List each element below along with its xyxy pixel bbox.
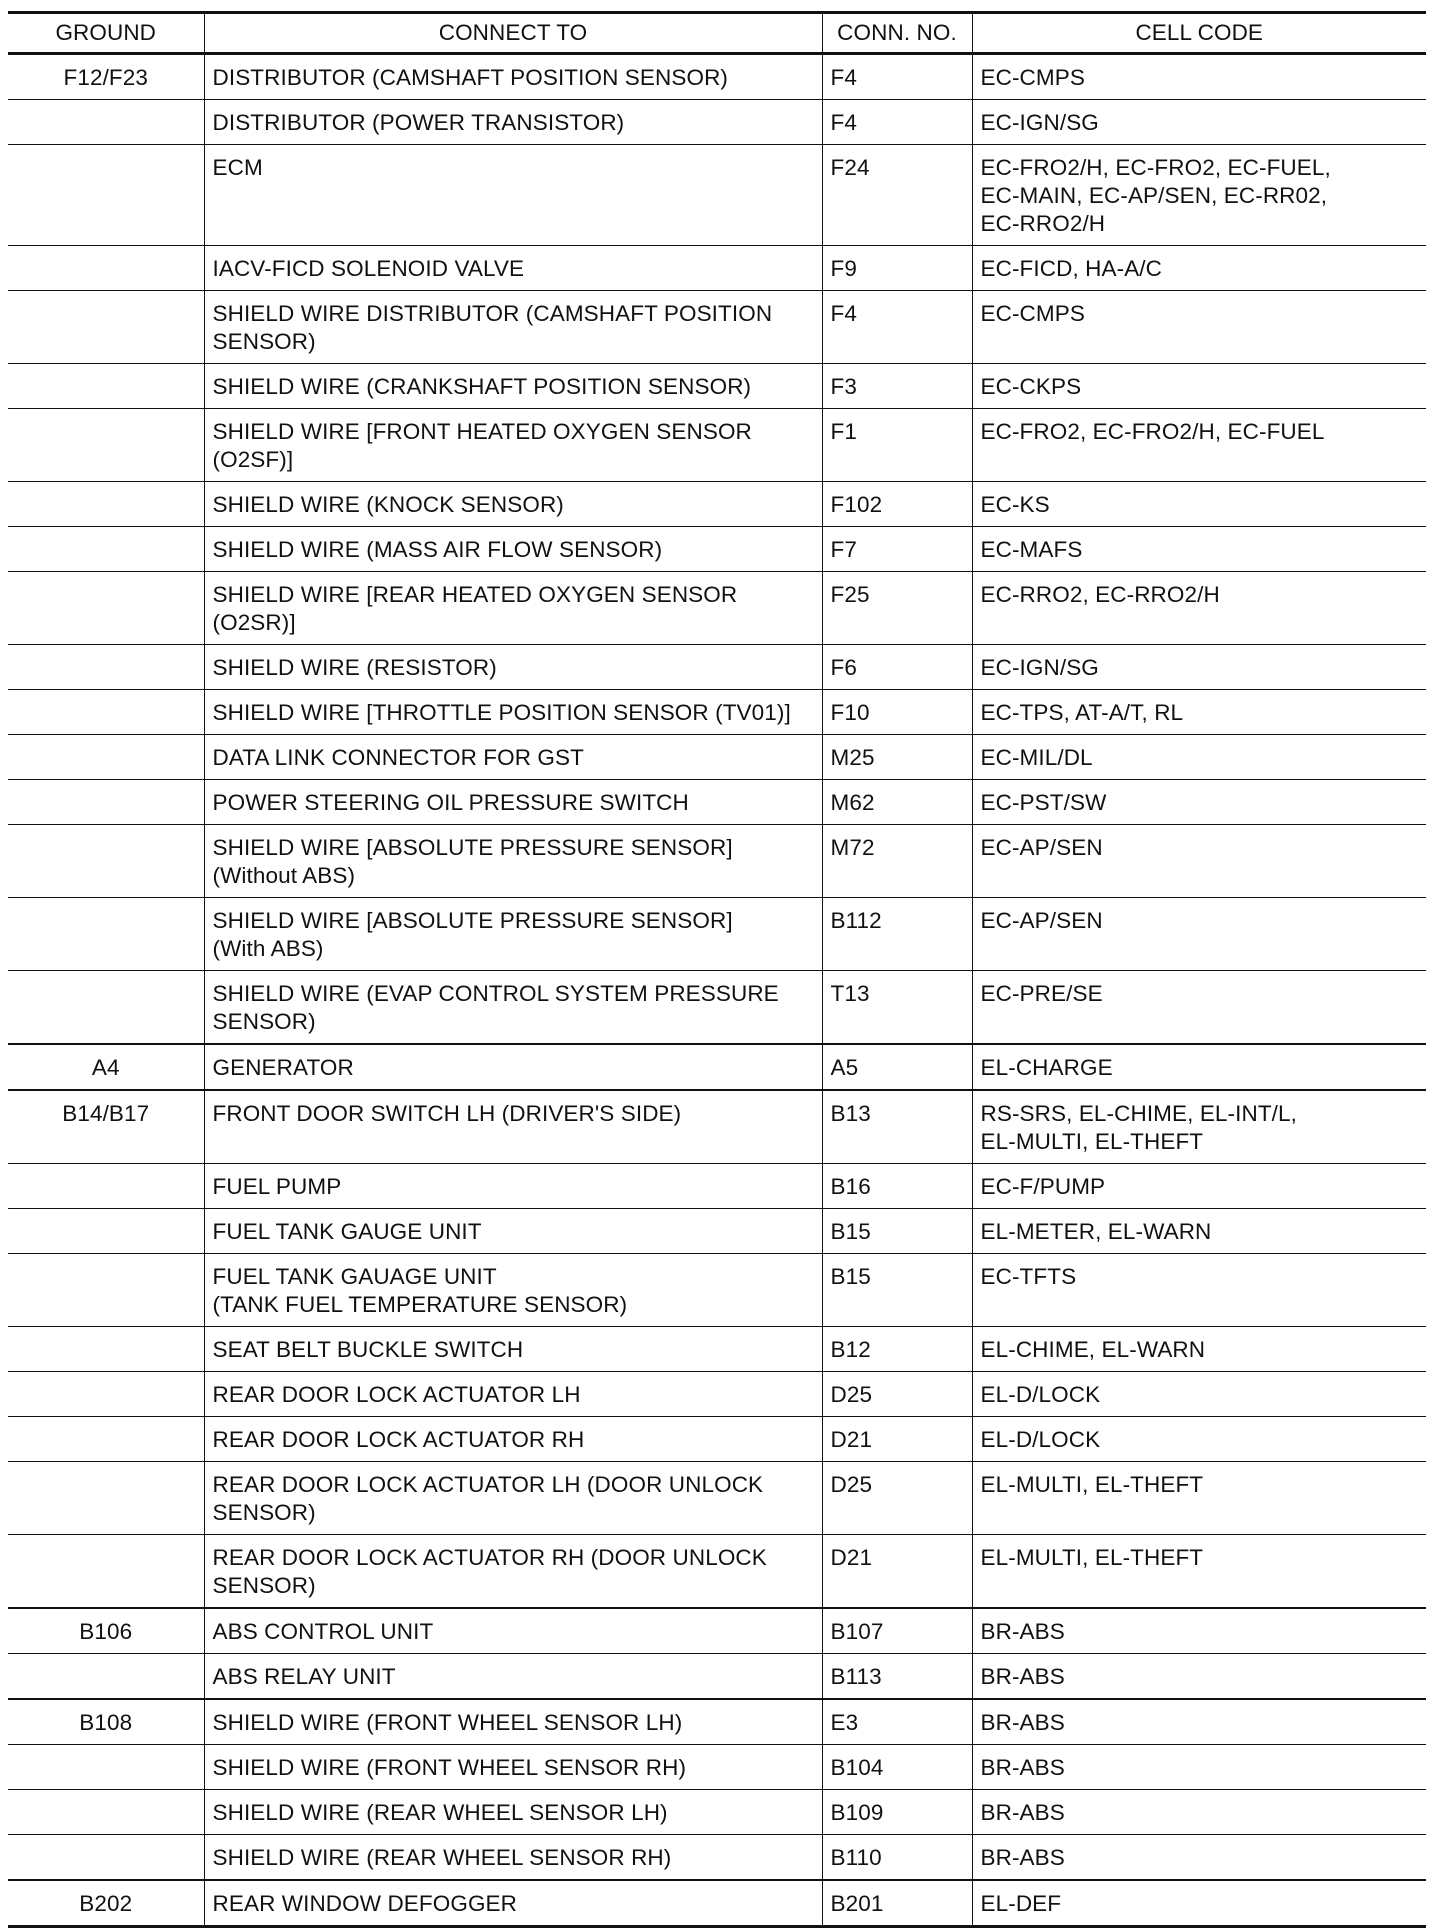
connector-number-text: B16 [830, 1174, 871, 1199]
ground-cell [8, 1745, 204, 1790]
connect-to-text: ABS RELAY UNIT [212, 1664, 396, 1689]
ground-cell [8, 1327, 204, 1372]
connector-number-text: B201 [830, 1891, 884, 1916]
table-row [8, 100, 1426, 145]
connect-to-cell [204, 1835, 822, 1881]
connector-number-cell [822, 898, 972, 971]
ground-cell [8, 645, 204, 690]
ground-cell [8, 1254, 204, 1327]
table-row [8, 1880, 1426, 1927]
connector-number-text: M25 [830, 745, 875, 770]
ground-label: A4 [91, 1055, 120, 1080]
connect-to-text: SHIELD WIRE [FRONT HEATED OXYGEN SENSOR (O2SF)] [212, 419, 752, 472]
cell-code-cell [972, 1254, 1426, 1327]
connect-to-text: REAR DOOR LOCK ACTUATOR LH (DOOR UNLOCK SENSOR) [212, 1472, 764, 1525]
ground-cell [8, 1790, 204, 1835]
connect-to-cell [204, 1535, 822, 1609]
connect-to-cell [204, 246, 822, 291]
cell-code-text: EC-MAFS [980, 537, 1083, 562]
table-body [8, 54, 1426, 1927]
connector-number-cell [822, 409, 972, 482]
cell-code-cell [972, 735, 1426, 780]
ground-cell [8, 690, 204, 735]
cell-code-text: BR-ABS [980, 1845, 1065, 1870]
connect-to-cell [204, 1462, 822, 1535]
connector-number-cell [822, 1327, 972, 1372]
cell-code-cell [972, 971, 1426, 1045]
ground-cell [8, 409, 204, 482]
connect-to-text: DATA LINK CONNECTOR FOR GST [212, 745, 584, 770]
table-row [8, 364, 1426, 409]
ground-cell [8, 1372, 204, 1417]
ground-label: B106 [79, 1619, 133, 1644]
connect-to-text: REAR DOOR LOCK ACTUATOR RH (DOOR UNLOCK SENSOR) [212, 1545, 767, 1598]
table-row [8, 1835, 1426, 1881]
connector-number-text: F7 [830, 537, 857, 562]
connector-number-cell [822, 246, 972, 291]
connect-to-text: REAR DOOR LOCK ACTUATOR RH [212, 1427, 585, 1452]
connector-number-cell [822, 1535, 972, 1609]
cell-code-text: EL-METER, EL-WARN [980, 1219, 1212, 1244]
connect-to-cell [204, 1608, 822, 1654]
connector-number-text: B112 [830, 908, 882, 933]
cell-code-cell [972, 690, 1426, 735]
connector-number-text: F1 [830, 419, 857, 444]
connect-to-cell [204, 1372, 822, 1417]
connector-number-cell [822, 527, 972, 572]
ground-cell [8, 1654, 204, 1700]
connect-to-text: FUEL TANK GAUGE UNIT [212, 1219, 482, 1244]
column-header-cell-code: CELL CODE [972, 13, 1426, 54]
cell-code-cell [972, 1608, 1426, 1654]
connector-number-cell [822, 1790, 972, 1835]
connector-number-cell [822, 690, 972, 735]
table-row [8, 971, 1426, 1045]
ground-cell [8, 1209, 204, 1254]
connector-number-cell [822, 1254, 972, 1327]
connector-number-cell [822, 145, 972, 246]
connect-to-cell [204, 100, 822, 145]
cell-code-cell [972, 1535, 1426, 1609]
connector-number-text: D21 [830, 1427, 873, 1452]
cell-code-text: EC-AP/SEN [980, 835, 1103, 860]
connect-to-cell [204, 1209, 822, 1254]
cell-code-text: EC-FICD, HA-A/C [980, 256, 1162, 281]
cell-code-cell [972, 145, 1426, 246]
connect-to-text: SHIELD WIRE (KNOCK SENSOR) [212, 492, 564, 517]
ground-cell [8, 1417, 204, 1462]
connector-number-cell [822, 100, 972, 145]
cell-code-text: EL-MULTI, EL-THEFT [980, 1472, 1204, 1497]
cell-code-cell [972, 1462, 1426, 1535]
connector-number-text: D21 [830, 1545, 873, 1570]
connector-number-text: B110 [830, 1845, 882, 1870]
ground-cell [8, 1880, 204, 1927]
connect-to-cell [204, 54, 822, 100]
connect-to-text: GENERATOR [212, 1055, 354, 1080]
ground-cell [8, 482, 204, 527]
connector-number-cell [822, 1044, 972, 1090]
table-row [8, 1699, 1426, 1745]
connector-number-cell [822, 1372, 972, 1417]
connect-to-cell [204, 1254, 822, 1327]
ground-distribution-table [8, 11, 1426, 1928]
connect-to-text: SHIELD WIRE [ABSOLUTE PRESSURE SENSOR] (Without ABS) [212, 835, 733, 888]
cell-code-cell [972, 1044, 1426, 1090]
cell-code-cell [972, 1164, 1426, 1209]
ground-cell [8, 780, 204, 825]
connector-number-cell [822, 1880, 972, 1927]
cell-code-cell [972, 291, 1426, 364]
ground-cell [8, 527, 204, 572]
connect-to-cell [204, 572, 822, 645]
connector-number-cell [822, 54, 972, 100]
ground-label: F12/F23 [63, 65, 148, 90]
cell-code-text: EC-TPS, AT-A/T, RL [980, 700, 1184, 725]
cell-code-text: EC-CKPS [980, 374, 1082, 399]
ground-cell [8, 1535, 204, 1609]
cell-code-cell [972, 1327, 1426, 1372]
connector-number-cell [822, 1654, 972, 1700]
connect-to-text: SEAT BELT BUCKLE SWITCH [212, 1337, 524, 1362]
cell-code-cell [972, 825, 1426, 898]
connector-number-text: B12 [830, 1337, 871, 1362]
connect-to-cell [204, 145, 822, 246]
ground-cell [8, 971, 204, 1045]
ground-cell [8, 1699, 204, 1745]
cell-code-cell [972, 527, 1426, 572]
ground-cell [8, 291, 204, 364]
table-row [8, 1044, 1426, 1090]
table-row [8, 1790, 1426, 1835]
column-header-conn-no: CONN. NO. [822, 13, 972, 54]
table-row [8, 246, 1426, 291]
connector-number-cell [822, 1417, 972, 1462]
cell-code-text: EC-PRE/SE [980, 981, 1103, 1006]
table-row [8, 1462, 1426, 1535]
cell-code-text: EC-IGN/SG [980, 655, 1099, 680]
connect-to-cell [204, 971, 822, 1045]
ground-cell [8, 100, 204, 145]
cell-code-text: BR-ABS [980, 1664, 1065, 1689]
ground-cell [8, 54, 204, 100]
connect-to-text: SHIELD WIRE (FRONT WHEEL SENSOR LH) [212, 1710, 683, 1735]
cell-code-cell [972, 1699, 1426, 1745]
connector-number-text: F4 [830, 65, 857, 90]
connect-to-text: SHIELD WIRE [ABSOLUTE PRESSURE SENSOR] (With ABS) [212, 908, 733, 961]
cell-code-cell [972, 1745, 1426, 1790]
cell-code-text: EC-AP/SEN [980, 908, 1103, 933]
ground-cell [8, 825, 204, 898]
cell-code-text: EC-TFTS [980, 1264, 1077, 1289]
connector-number-text: B113 [830, 1664, 882, 1689]
table-header [8, 13, 1426, 54]
cell-code-text: EC-IGN/SG [980, 110, 1099, 135]
table-row [8, 145, 1426, 246]
connector-number-cell [822, 645, 972, 690]
cell-code-cell [972, 100, 1426, 145]
connector-number-text: F4 [830, 301, 857, 326]
table-row [8, 1654, 1426, 1700]
cell-code-cell [972, 246, 1426, 291]
connect-to-text: SHIELD WIRE (REAR WHEEL SENSOR RH) [212, 1845, 672, 1870]
connector-number-cell [822, 1699, 972, 1745]
ground-label: B108 [79, 1710, 133, 1735]
table-header-row [8, 13, 1426, 54]
connect-to-cell [204, 898, 822, 971]
connect-to-text: REAR DOOR LOCK ACTUATOR LH [212, 1382, 581, 1407]
cell-code-cell [972, 780, 1426, 825]
connect-to-text: SHIELD WIRE (RESISTOR) [212, 655, 497, 680]
connector-number-text: F10 [830, 700, 870, 725]
cell-code-text: EC-MIL/DL [980, 745, 1093, 770]
connect-to-text: DISTRIBUTOR (POWER TRANSISTOR) [212, 110, 625, 135]
connector-number-cell [822, 825, 972, 898]
cell-code-text: EL-MULTI, EL-THEFT [980, 1545, 1204, 1570]
connector-number-cell [822, 780, 972, 825]
connect-to-text: SHIELD WIRE (REAR WHEEL SENSOR LH) [212, 1800, 668, 1825]
connector-number-text: D25 [830, 1472, 873, 1497]
column-header-ground: GROUND [8, 13, 204, 54]
connect-to-cell [204, 1745, 822, 1790]
connect-to-text: FUEL PUMP [212, 1174, 342, 1199]
table-row [8, 645, 1426, 690]
table-row [8, 1327, 1426, 1372]
connect-to-cell [204, 409, 822, 482]
cell-code-cell [972, 1209, 1426, 1254]
connect-to-text: IACV-FICD SOLENOID VALVE [212, 256, 525, 281]
connect-to-text: FUEL TANK GAUAGE UNIT (TANK FUEL TEMPERATURE SENSOR) [212, 1264, 628, 1317]
connector-number-text: B104 [830, 1755, 884, 1780]
connect-to-cell [204, 825, 822, 898]
cell-code-cell [972, 645, 1426, 690]
ground-cell [8, 1608, 204, 1654]
connector-number-text: B15 [830, 1264, 871, 1289]
connector-number-cell [822, 1209, 972, 1254]
ground-cell [8, 246, 204, 291]
cell-code-text: BR-ABS [980, 1710, 1065, 1735]
cell-code-text: EL-CHIME, EL-WARN [980, 1337, 1206, 1362]
connector-number-text: F4 [830, 110, 857, 135]
table-row [8, 409, 1426, 482]
cell-code-text: EC-CMPS [980, 65, 1085, 90]
connect-to-text: REAR WINDOW DEFOGGER [212, 1891, 517, 1916]
connect-to-text: SHIELD WIRE DISTRIBUTOR (CAMSHAFT POSITION SENSOR) [212, 301, 773, 354]
connect-to-cell [204, 1790, 822, 1835]
connector-number-cell [822, 291, 972, 364]
cell-code-text: EL-D/LOCK [980, 1382, 1101, 1407]
table-row [8, 482, 1426, 527]
connector-number-text: F24 [830, 155, 870, 180]
connector-number-cell [822, 364, 972, 409]
connect-to-cell [204, 1327, 822, 1372]
ground-cell [8, 898, 204, 971]
cell-code-text: BR-ABS [980, 1619, 1065, 1644]
connect-to-text: SHIELD WIRE [REAR HEATED OXYGEN SENSOR (O2SR)] [212, 582, 738, 635]
connect-to-cell [204, 1699, 822, 1745]
table-row [8, 1209, 1426, 1254]
table-row [8, 1535, 1426, 1609]
connector-number-text: B13 [830, 1101, 871, 1126]
ground-distribution-table-container [8, 11, 1426, 1928]
cell-code-text: BR-ABS [980, 1800, 1065, 1825]
cell-code-text: EL-CHARGE [980, 1055, 1113, 1080]
cell-code-text: EC-PST/SW [980, 790, 1107, 815]
table-row [8, 1745, 1426, 1790]
connector-number-cell [822, 1835, 972, 1881]
ground-label: B202 [79, 1891, 133, 1916]
connect-to-text: FRONT DOOR SWITCH LH (DRIVER'S SIDE) [212, 1101, 682, 1126]
table-row [8, 735, 1426, 780]
table-row [8, 54, 1426, 100]
connect-to-text: POWER STEERING OIL PRESSURE SWITCH [212, 790, 689, 815]
connect-to-text: SHIELD WIRE (EVAP CONTROL SYSTEM PRESSURE SENSOR) [212, 981, 779, 1034]
table-row [8, 1254, 1426, 1327]
connector-number-text: F25 [830, 582, 870, 607]
cell-code-cell [972, 1372, 1426, 1417]
connector-number-cell [822, 1164, 972, 1209]
connect-to-cell [204, 690, 822, 735]
connect-to-cell [204, 1044, 822, 1090]
cell-code-text: EC-CMPS [980, 301, 1085, 326]
connector-number-text: D25 [830, 1382, 873, 1407]
connector-number-text: F6 [830, 655, 857, 680]
connector-number-cell [822, 971, 972, 1045]
connect-to-cell [204, 780, 822, 825]
ground-cell [8, 735, 204, 780]
connector-number-text: M72 [830, 835, 875, 860]
cell-code-cell [972, 482, 1426, 527]
ground-cell [8, 364, 204, 409]
cell-code-text: RS-SRS, EL-CHIME, EL-INT/L, EL-MULTI, EL-THEFT [980, 1101, 1298, 1154]
connect-to-text: DISTRIBUTOR (CAMSHAFT POSITION SENSOR) [212, 65, 729, 90]
connector-number-cell [822, 735, 972, 780]
table-row [8, 1608, 1426, 1654]
column-header-connect-to: CONNECT TO [204, 13, 822, 54]
cell-code-cell [972, 409, 1426, 482]
connector-number-text: F9 [830, 256, 857, 281]
connect-to-text: ABS CONTROL UNIT [212, 1619, 434, 1644]
cell-code-text: EL-D/LOCK [980, 1427, 1101, 1452]
table-row [8, 291, 1426, 364]
cell-code-text: EC-KS [980, 492, 1050, 517]
connect-to-text: ECM [212, 155, 263, 180]
connector-number-cell [822, 1745, 972, 1790]
connector-number-text: E3 [830, 1710, 859, 1735]
connect-to-text: SHIELD WIRE (CRANKSHAFT POSITION SENSOR) [212, 374, 752, 399]
table-row [8, 1417, 1426, 1462]
table-row [8, 825, 1426, 898]
connector-number-text: T13 [830, 981, 870, 1006]
table-row [8, 1164, 1426, 1209]
table-row [8, 690, 1426, 735]
cell-code-cell [972, 1090, 1426, 1164]
cell-code-text: EL-DEF [980, 1891, 1062, 1916]
connect-to-cell [204, 1880, 822, 1927]
cell-code-cell [972, 1790, 1426, 1835]
ground-cell [8, 1090, 204, 1164]
connector-number-text: B15 [830, 1219, 871, 1244]
cell-code-cell [972, 364, 1426, 409]
connect-to-cell [204, 1164, 822, 1209]
table-row [8, 572, 1426, 645]
table-row [8, 1372, 1426, 1417]
connect-to-cell [204, 364, 822, 409]
connector-number-cell [822, 482, 972, 527]
ground-cell [8, 1044, 204, 1090]
cell-code-cell [972, 1835, 1426, 1881]
table-row [8, 780, 1426, 825]
connector-number-cell [822, 1090, 972, 1164]
connect-to-cell [204, 482, 822, 527]
cell-code-cell [972, 1880, 1426, 1927]
connector-number-cell [822, 1462, 972, 1535]
connector-number-text: F102 [830, 492, 883, 517]
ground-cell [8, 1835, 204, 1881]
ground-cell [8, 1462, 204, 1535]
cell-code-cell [972, 572, 1426, 645]
table-row [8, 527, 1426, 572]
connector-number-text: B109 [830, 1800, 884, 1825]
cell-code-text: EC-FRO2/H, EC-FRO2, EC-FUEL, EC-MAIN, EC-AP/SEN, EC-RR02, EC-RRO2/H [980, 155, 1331, 236]
cell-code-text: EC-F/PUMP [980, 1174, 1106, 1199]
connect-to-cell [204, 527, 822, 572]
cell-code-cell [972, 898, 1426, 971]
connector-number-text: A5 [830, 1055, 859, 1080]
connector-number-cell [822, 572, 972, 645]
cell-code-text: BR-ABS [980, 1755, 1065, 1780]
cell-code-text: EC-FRO2, EC-FRO2/H, EC-FUEL [980, 419, 1325, 444]
connect-to-text: SHIELD WIRE (FRONT WHEEL SENSOR RH) [212, 1755, 687, 1780]
connector-number-text: F3 [830, 374, 857, 399]
connector-number-cell [822, 1608, 972, 1654]
connector-number-text: B107 [830, 1619, 884, 1644]
connect-to-cell [204, 1417, 822, 1462]
connect-to-cell [204, 1090, 822, 1164]
ground-label: B14/B17 [62, 1101, 150, 1126]
cell-code-cell [972, 54, 1426, 100]
ground-cell [8, 572, 204, 645]
connector-number-text: M62 [830, 790, 875, 815]
connect-to-text: SHIELD WIRE (MASS AIR FLOW SENSOR) [212, 537, 663, 562]
table-row [8, 1090, 1426, 1164]
connect-to-cell [204, 645, 822, 690]
ground-cell [8, 1164, 204, 1209]
cell-code-text: EC-RRO2, EC-RRO2/H [980, 582, 1220, 607]
table-row [8, 898, 1426, 971]
cell-code-cell [972, 1417, 1426, 1462]
connect-to-cell [204, 291, 822, 364]
connect-to-text: SHIELD WIRE [THROTTLE POSITION SENSOR (TV01)] [212, 700, 791, 725]
connect-to-cell [204, 1654, 822, 1700]
connect-to-cell [204, 735, 822, 780]
cell-code-cell [972, 1654, 1426, 1700]
ground-cell [8, 145, 204, 246]
